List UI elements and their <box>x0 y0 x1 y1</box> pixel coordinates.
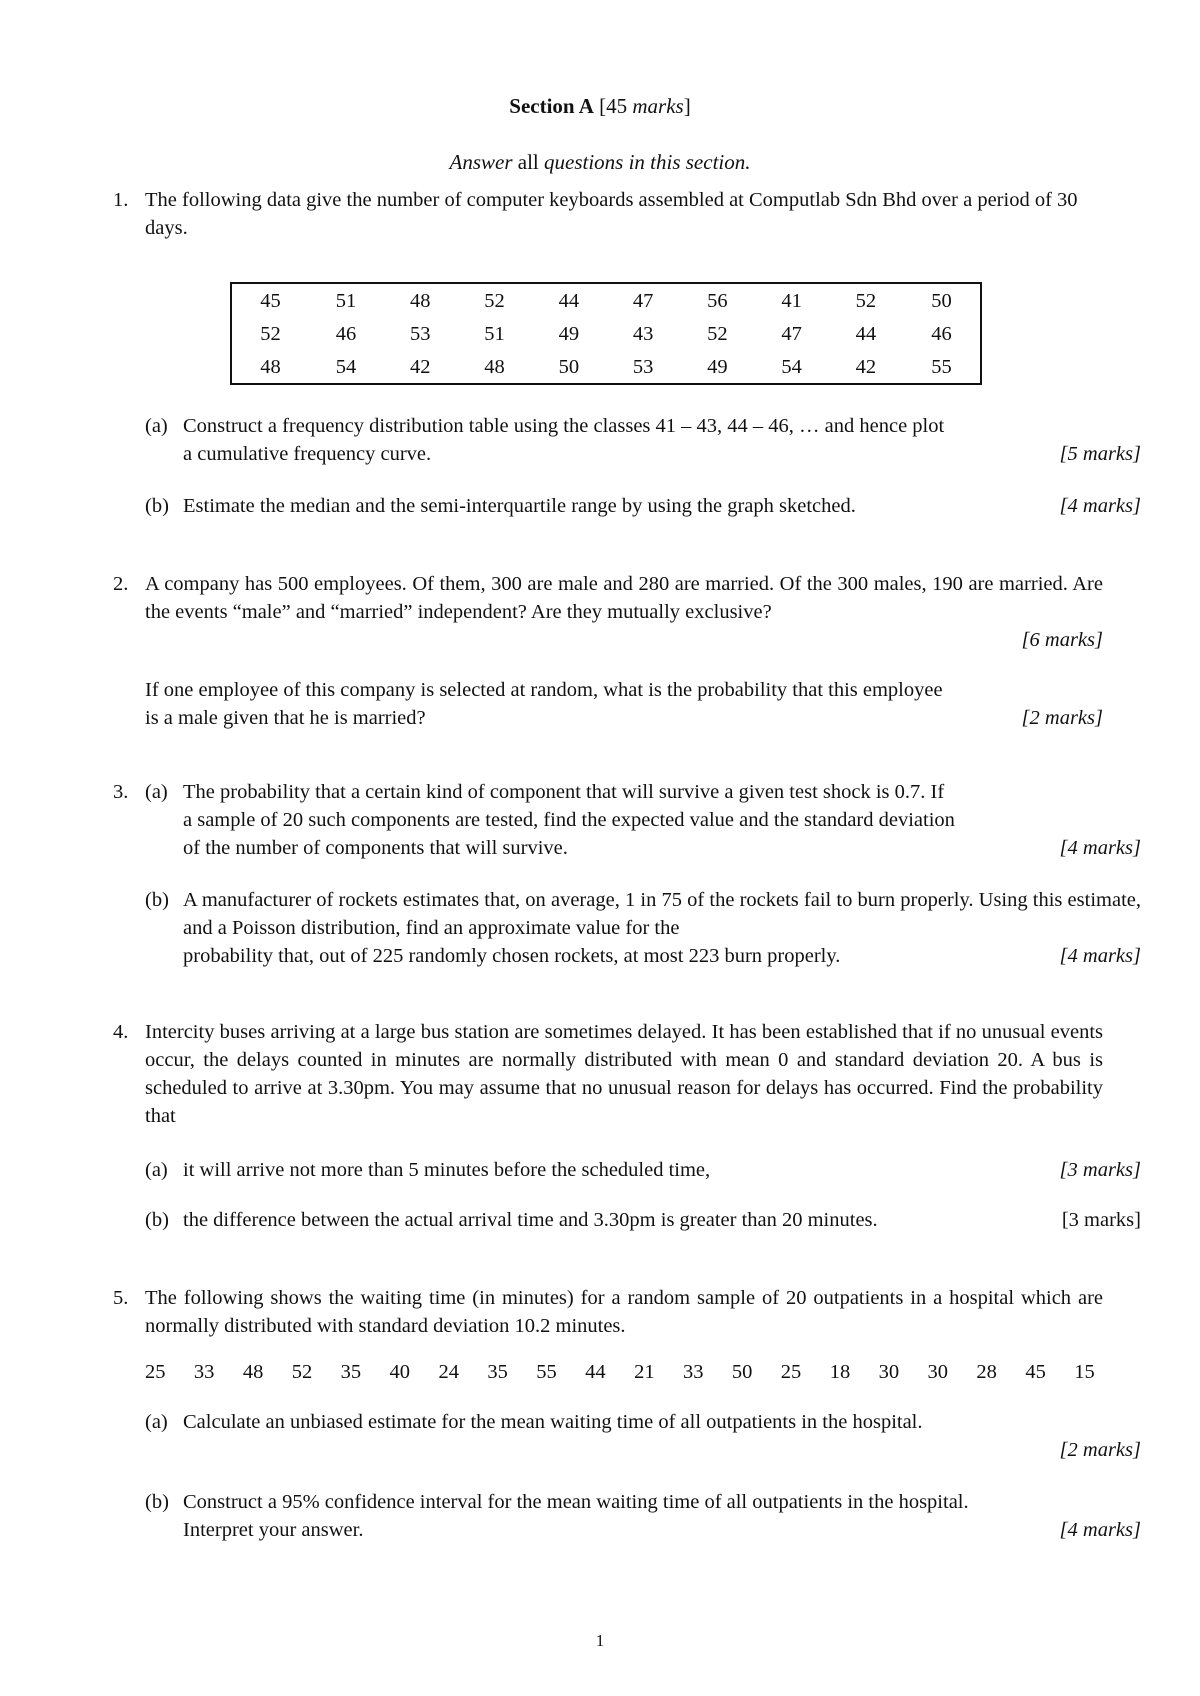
part-text-line: a sample of 20 such components are tested, find the expected value and the standard deviation <box>183 809 955 831</box>
table-cell: 47 <box>781 322 802 345</box>
marks-label: [5 marks] <box>1059 443 1141 465</box>
question-3b <box>113 886 1141 970</box>
table-cell: 50 <box>931 289 952 312</box>
marks-label: [2 marks] <box>1021 707 1103 729</box>
question-5 <box>113 1284 1103 1340</box>
marks-label: [3 marks] <box>1061 1209 1141 1231</box>
sample-value: 21 <box>634 1361 655 1383</box>
part-text: Estimate the median and the semi-interquartile range by using the graph sketched. <box>183 495 856 517</box>
part-text: it will arrive not more than 5 minutes before the scheduled time, <box>183 1159 711 1181</box>
sample-value: 45 <box>1025 1361 1046 1383</box>
section-heading: Section A [45 marks] <box>509 94 691 118</box>
part-text: the difference between the actual arrival time and 3.30pm is greater than 20 minutes. <box>183 1209 878 1231</box>
question-number: 2. <box>113 573 129 595</box>
part-text-line: Construct a 95% confidence interval for the mean waiting time of all outpatients in the hospital. <box>183 1491 969 1513</box>
table-cell: 52 <box>855 289 877 312</box>
section-instruction: Answer all questions in this section. <box>449 150 751 174</box>
table-cell: 48 <box>260 355 281 378</box>
sample-value: 24 <box>438 1361 459 1383</box>
sample-value: 25 <box>145 1361 166 1383</box>
table-cell: 55 <box>931 355 952 378</box>
part-text-line: Interpret your answer. <box>183 1519 364 1541</box>
table-cell: 43 <box>632 322 654 345</box>
table-cell: 49 <box>558 322 580 345</box>
sample-value: 15 <box>1074 1361 1095 1383</box>
sample-value: 40 <box>389 1361 411 1383</box>
sample-value: 50 <box>731 1361 753 1383</box>
table-cell: 50 <box>558 355 580 378</box>
table-cell: 46 <box>335 322 357 345</box>
part-label: (b) <box>145 889 169 911</box>
part-text-line: of the number of components that will survive. <box>183 837 568 859</box>
marks-label: [6 marks] <box>1021 629 1103 651</box>
question-4b <box>113 1206 1141 1234</box>
sample-value: 35 <box>340 1361 362 1383</box>
table-cell: 42 <box>410 355 431 378</box>
table-cell: 44 <box>558 289 580 312</box>
question-3 <box>113 778 1141 862</box>
sample-value: 25 <box>780 1361 802 1383</box>
question-4 <box>113 1018 1103 1130</box>
question-text: The following shows the waiting time (in minutes) for a random sample of 20 outpatients in a hospital which are normally distributed with standard deviation 10.2 minutes. <box>145 1287 1103 1337</box>
part-label: (b) <box>145 1491 169 1513</box>
sample-value: 52 <box>291 1361 313 1383</box>
sample-value: 44 <box>585 1361 606 1383</box>
question-5a <box>113 1408 1141 1464</box>
table-cell: 51 <box>484 322 505 345</box>
sample-value: 28 <box>976 1361 997 1383</box>
sample-value: 30 <box>927 1361 948 1383</box>
table-cell: 45 <box>260 289 281 312</box>
table-cell: 44 <box>855 322 877 345</box>
table-cell: 48 <box>484 355 505 378</box>
table-cell: 47 <box>632 289 654 312</box>
marks-label: [4 marks] <box>1059 837 1141 859</box>
table-cell: 49 <box>707 355 728 378</box>
question-number: 5. <box>113 1287 129 1309</box>
table-cell: 52 <box>260 322 281 345</box>
table-cell: 48 <box>410 289 431 312</box>
sample-value: 35 <box>487 1361 508 1383</box>
question-text: The following data give the number of computer keyboards assembled at Computlab Sdn Bhd over a period of 30 days. <box>145 189 1078 239</box>
table-row <box>231 317 981 350</box>
question-number: 4. <box>113 1021 129 1043</box>
table-cell: 56 <box>707 289 728 312</box>
table-row <box>231 283 981 317</box>
question-1 <box>113 186 1103 242</box>
page-number: 1 <box>595 1631 605 1650</box>
table-cell: 54 <box>781 355 802 378</box>
table-cell: 52 <box>484 289 505 312</box>
table-cell: 41 <box>781 289 802 312</box>
waiting-time-samples <box>145 1358 1095 1386</box>
question-text-line: is a male given that he is married? <box>145 707 426 729</box>
marks-label: [3 marks] <box>1059 1159 1141 1181</box>
table-cell: 52 <box>707 322 728 345</box>
sample-value: 55 <box>536 1361 557 1383</box>
sample-value: 30 <box>878 1361 900 1383</box>
part-label: (a) <box>145 1411 168 1433</box>
part-text-line: a cumulative frequency curve. <box>183 443 432 465</box>
sample-value: 33 <box>193 1361 215 1383</box>
marks-label: [4 marks] <box>1059 1519 1141 1541</box>
table-row <box>231 350 981 384</box>
part-text: A manufacturer of rockets estimates that, on average, 1 in 75 of the rockets fail to burn properly. Using this estimate, and a Poisson distribution, find an approximate value for the <box>183 889 1141 939</box>
table-cell: 51 <box>335 289 357 312</box>
keyboard-data-table <box>230 282 982 385</box>
table-cell: 53 <box>632 355 654 378</box>
marks-label: [4 marks] <box>1059 495 1141 517</box>
question-1a <box>113 412 1141 468</box>
sample-value: 48 <box>242 1361 264 1383</box>
question-2 <box>113 570 1103 732</box>
question-4a <box>113 1156 1141 1184</box>
sample-value: 18 <box>829 1361 851 1383</box>
sample-value: 33 <box>682 1361 704 1383</box>
part-label: (b) <box>145 1209 169 1231</box>
table-cell: 46 <box>931 322 952 345</box>
part-label: (a) <box>145 415 168 437</box>
marks-label: [4 marks] <box>1059 945 1141 967</box>
part-text: Calculate an unbiased estimate for the mean waiting time of all outpatients in the hospital. <box>183 1411 923 1433</box>
part-label: (a) <box>145 1159 168 1181</box>
marks-label: [2 marks] <box>1059 1439 1141 1461</box>
part-label: (a) <box>145 781 168 803</box>
question-text: Intercity buses arriving at a large bus station are sometimes delayed. It has been established that if no unusual events occur, the delays counted in minutes are normally distributed with mean 0 and standard deviation 20. A bus is scheduled to arrive at 3.30pm. You may assume that no unusual reason for delays has occurred. Find the probability that <box>145 1021 1103 1127</box>
part-text-line: probability that, out of 225 randomly chosen rockets, at most 223 burn properly. <box>183 945 841 967</box>
question-5-samples <box>113 1358 1103 1386</box>
question-number: 1. <box>113 189 129 211</box>
question-text-line: If one employee of this company is selected at random, what is the probability that this employee <box>145 679 943 701</box>
part-text-line: Construct a frequency distribution table using the classes 41 – 43, 44 – 46, … and hence plot <box>183 415 945 437</box>
question-5b <box>113 1488 1141 1544</box>
question-1b <box>113 492 1141 520</box>
part-text-line: The probability that a certain kind of component that will survive a given test shock is 0.7. If <box>183 781 945 803</box>
part-label: (b) <box>145 495 169 517</box>
table-cell: 53 <box>410 322 431 345</box>
question-text: A company has 500 employees. Of them, 300 are male and 280 are married. Of the 300 males, 190 are married. Are the events “male” and “married” independent? Are they mutually exclusive? <box>145 573 1103 623</box>
table-cell: 54 <box>335 355 357 378</box>
table-cell: 42 <box>855 355 877 378</box>
question-number: 3. <box>113 781 129 803</box>
